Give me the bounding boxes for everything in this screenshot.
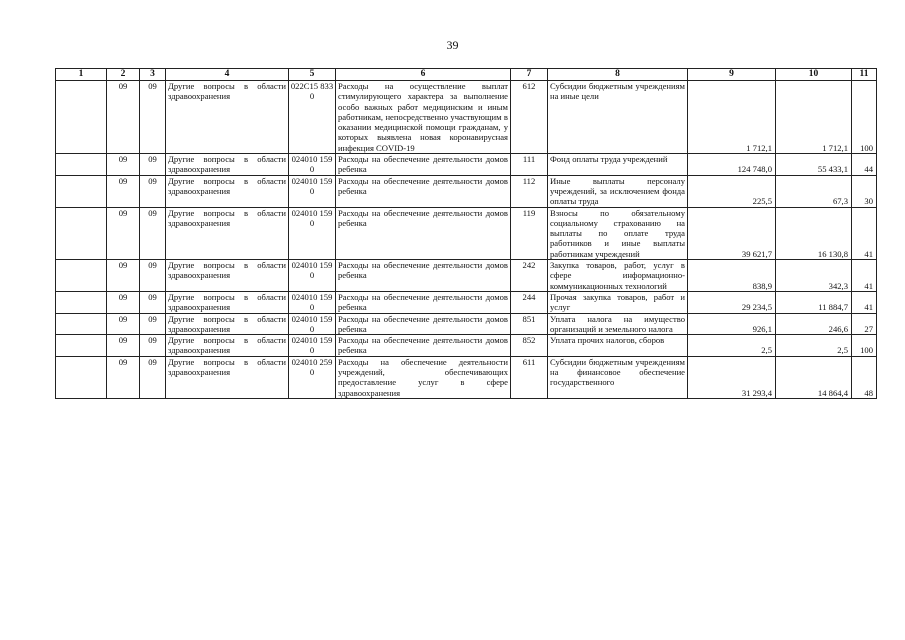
col-header-4: 4: [166, 69, 289, 81]
cell-1: [56, 81, 107, 154]
cell-section-name: Другие вопросы в области здравоохранения: [166, 154, 289, 176]
cell-target-article: 024010 1590: [289, 207, 336, 259]
cell-plan: 838,9: [688, 260, 776, 292]
cell-article-name: Расходы на обеспечение деятельности домов ребенка: [336, 154, 511, 176]
cell-subsection: 09: [140, 356, 166, 398]
cell-expense-type: 852: [511, 335, 548, 357]
col-header-6: 6: [336, 69, 511, 81]
cell-fact: 342,3: [776, 260, 852, 292]
cell-expense-type: 112: [511, 175, 548, 207]
cell-section: 09: [107, 291, 140, 313]
table-row: [56, 335, 877, 357]
table-row: [56, 313, 877, 335]
cell-target-article: 024010 1590: [289, 260, 336, 292]
table-row: [56, 356, 877, 398]
cell-expense-type: 851: [511, 313, 548, 335]
cell-1: [56, 335, 107, 357]
cell-plan: 926,1: [688, 313, 776, 335]
cell-subsection: 09: [140, 291, 166, 313]
cell-1: [56, 207, 107, 259]
col-header-7: 7: [511, 69, 548, 81]
cell-fact: 11 884,7: [776, 291, 852, 313]
cell-target-article: 024010 1590: [289, 175, 336, 207]
table-row: [56, 260, 877, 292]
cell-percent: 30: [852, 175, 877, 207]
cell-1: [56, 291, 107, 313]
cell-section-name: Другие вопросы в области здравоохранения: [166, 356, 289, 398]
cell-fact: 16 130,8: [776, 207, 852, 259]
cell-section-name: Другие вопросы в области здравоохранения: [166, 335, 289, 357]
cell-section-name: Другие вопросы в области здравоохранения: [166, 260, 289, 292]
cell-percent: 100: [852, 81, 877, 154]
cell-plan: 29 234,5: [688, 291, 776, 313]
cell-subsection: 09: [140, 207, 166, 259]
table-row: [56, 175, 877, 207]
cell-section: 09: [107, 260, 140, 292]
cell-expense-type-name: Иные выплаты персоналу учреждений, за исключением фонда оплаты труда: [548, 175, 688, 207]
cell-expense-type-name: Закупка товаров, работ, услуг в сфере информационно-коммуникационных технологий: [548, 260, 688, 292]
cell-fact: 2,5: [776, 335, 852, 357]
cell-plan: 31 293,4: [688, 356, 776, 398]
cell-1: [56, 175, 107, 207]
cell-1: [56, 154, 107, 176]
cell-section-name: Другие вопросы в области здравоохранения: [166, 175, 289, 207]
table-row: [56, 154, 877, 176]
cell-article-name: Расходы на обеспечение деятельности домов ребенка: [336, 291, 511, 313]
cell-target-article: 022С15 8330: [289, 81, 336, 154]
cell-expense-type: 242: [511, 260, 548, 292]
table-row: [56, 81, 877, 154]
cell-expense-type: 111: [511, 154, 548, 176]
cell-expense-type-name: Уплата налога на имущество организаций и земельного налога: [548, 313, 688, 335]
cell-fact: 1 712,1: [776, 81, 852, 154]
table-row: [56, 291, 877, 313]
col-header-10: 10: [776, 69, 852, 81]
cell-fact: 67,3: [776, 175, 852, 207]
cell-subsection: 09: [140, 81, 166, 154]
cell-percent: 100: [852, 335, 877, 357]
cell-target-article: 024010 1590: [289, 291, 336, 313]
cell-1: [56, 313, 107, 335]
cell-section: 09: [107, 175, 140, 207]
cell-plan: 124 748,0: [688, 154, 776, 176]
cell-expense-type-name: Уплата прочих налогов, сборов: [548, 335, 688, 357]
cell-section-name: Другие вопросы в области здравоохранения: [166, 81, 289, 154]
col-header-5: 5: [289, 69, 336, 81]
cell-subsection: 09: [140, 313, 166, 335]
cell-plan: 39 621,7: [688, 207, 776, 259]
cell-target-article: 024010 1590: [289, 313, 336, 335]
cell-article-name: Расходы на обеспечение деятельности домов ребенка: [336, 335, 511, 357]
cell-expense-type: 244: [511, 291, 548, 313]
cell-target-article: 024010 2590: [289, 356, 336, 398]
cell-subsection: 09: [140, 154, 166, 176]
col-header-11: 11: [852, 69, 877, 81]
cell-fact: 14 864,4: [776, 356, 852, 398]
cell-section: 09: [107, 81, 140, 154]
cell-subsection: 09: [140, 175, 166, 207]
cell-1: [56, 260, 107, 292]
cell-expense-type: 612: [511, 81, 548, 154]
cell-section: 09: [107, 313, 140, 335]
cell-percent: 44: [852, 154, 877, 176]
cell-fact: 55 433,1: [776, 154, 852, 176]
cell-expense-type-name: Прочая закупка товаров, работ и услуг: [548, 291, 688, 313]
cell-plan: 1 712,1: [688, 81, 776, 154]
cell-expense-type-name: Фонд оплаты труда учреждений: [548, 154, 688, 176]
cell-expense-type-name: Субсидии бюджетным учреждениям на финансовое обеспечение государственного: [548, 356, 688, 398]
col-header-8: 8: [548, 69, 688, 81]
cell-article-name: Расходы на обеспечение деятельности учреждений, обеспечивающих предоставление услуг в сфере здравоохранения: [336, 356, 511, 398]
cell-subsection: 09: [140, 335, 166, 357]
cell-1: [56, 356, 107, 398]
cell-section-name: Другие вопросы в области здравоохранения: [166, 207, 289, 259]
page-number: 39: [446, 38, 459, 52]
cell-article-name: Расходы на обеспечение деятельности домов ребенка: [336, 207, 511, 259]
budget-table: [55, 68, 877, 399]
cell-percent: 48: [852, 356, 877, 398]
cell-target-article: 024010 1590: [289, 335, 336, 357]
cell-percent: 41: [852, 260, 877, 292]
col-header-1: 1: [56, 69, 107, 81]
cell-section: 09: [107, 335, 140, 357]
table-row: [56, 207, 877, 259]
cell-subsection: 09: [140, 260, 166, 292]
cell-section-name: Другие вопросы в области здравоохранения: [166, 291, 289, 313]
cell-percent: 27: [852, 313, 877, 335]
cell-target-article: 024010 1590: [289, 154, 336, 176]
col-header-2: 2: [107, 69, 140, 81]
cell-expense-type-name: Взносы по обязательному социальному страхованию на выплаты по оплате труда работников и иные выплаты работникам учреждений: [548, 207, 688, 259]
header-row: [56, 69, 877, 81]
col-header-9: 9: [688, 69, 776, 81]
cell-plan: 2,5: [688, 335, 776, 357]
cell-article-name: Расходы на осуществление выплат стимулирующего характера за выполнение особо важных работ медицинским и иным работникам, непосредственно участвующим в оказании медицинской помощи гражданам, у которых выявлена новая коронавирусная инфекция COVID-19: [336, 81, 511, 154]
cell-section: 09: [107, 154, 140, 176]
cell-percent: 41: [852, 207, 877, 259]
cell-expense-type: 611: [511, 356, 548, 398]
cell-article-name: Расходы на обеспечение деятельности домов ребенка: [336, 260, 511, 292]
cell-percent: 41: [852, 291, 877, 313]
cell-section: 09: [107, 207, 140, 259]
cell-article-name: Расходы на обеспечение деятельности домов ребенка: [336, 313, 511, 335]
cell-plan: 225,5: [688, 175, 776, 207]
cell-expense-type: 119: [511, 207, 548, 259]
col-header-3: 3: [140, 69, 166, 81]
cell-fact: 246,6: [776, 313, 852, 335]
cell-expense-type-name: Субсидии бюджетным учреждениям на иные цели: [548, 81, 688, 154]
cell-section-name: Другие вопросы в области здравоохранения: [166, 313, 289, 335]
cell-article-name: Расходы на обеспечение деятельности домов ребенка: [336, 175, 511, 207]
cell-section: 09: [107, 356, 140, 398]
